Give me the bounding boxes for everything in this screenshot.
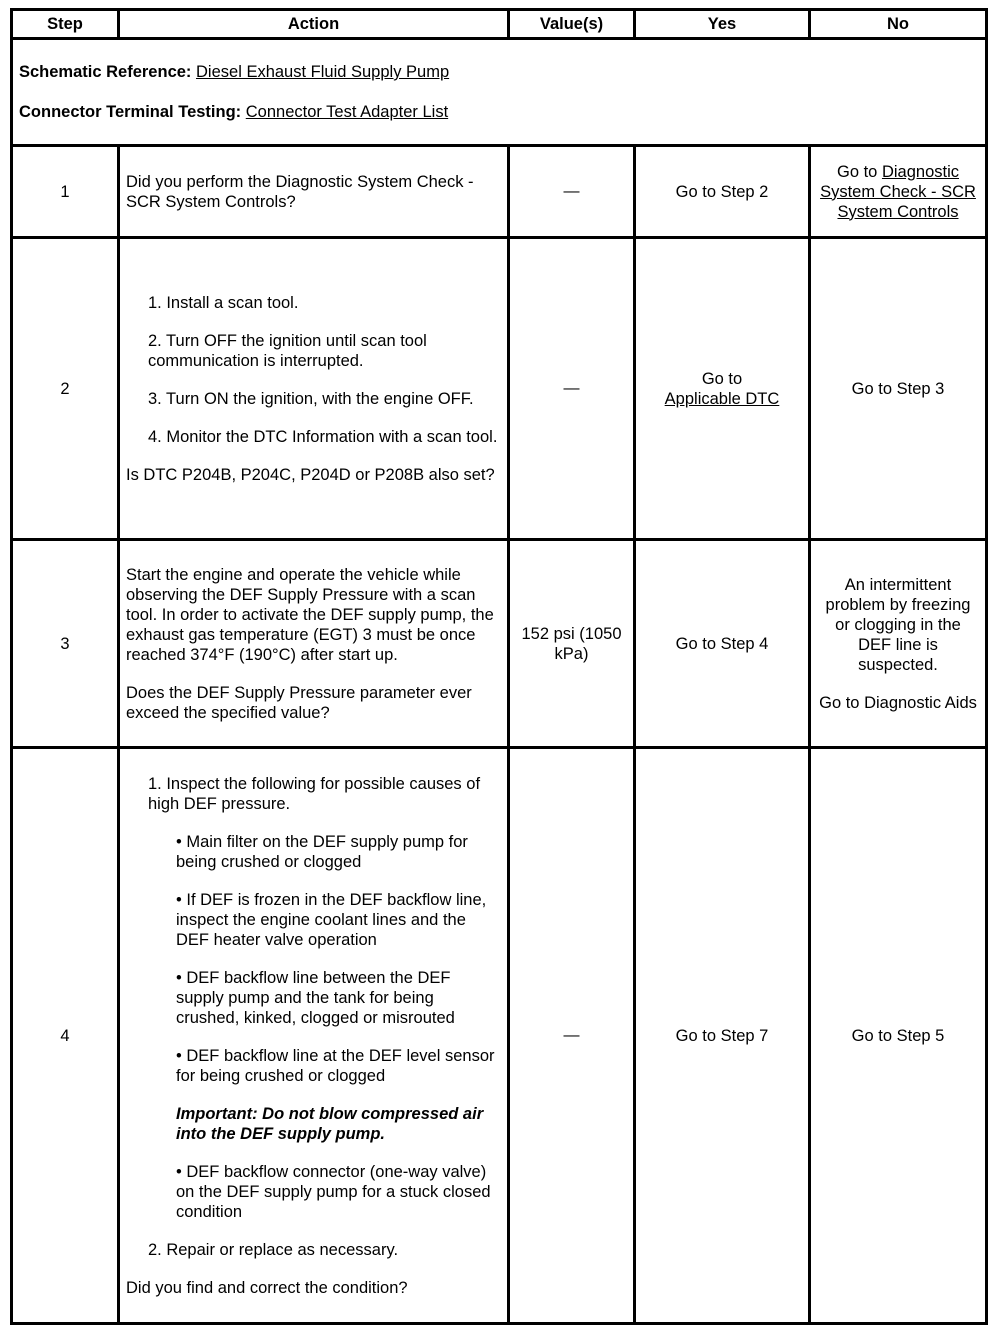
step-4-sub-5: • DEF backflow connector (one-way valve) on the DEF supply pump for a stuck closed condition [176,1162,491,1221]
connector-testing-reference [19,102,979,122]
step-3-value: 152 psi (1050 kPa) [509,540,635,748]
step-4-question: Did you find and correct the condition? [126,1278,408,1297]
reference-row [12,39,987,146]
step-number: 1 [12,146,119,238]
step-2-question: Is DTC P204B, P204C, P204D or P208B also set? [126,465,495,484]
step-1-yes: Go to Step 2 [635,146,810,238]
step-4-action [119,748,509,1324]
schematic-reference-link[interactable]: Diesel Exhaust Fluid Supply Pump [196,63,450,81]
header-action: Action [119,10,509,39]
table-row-step-4 [12,748,987,1324]
step-3-yes: Go to Step 4 [635,540,810,748]
step-4-item-1: 1. Inspect the following for possible causes of high DEF pressure. [148,774,481,813]
step-2-yes-prefix: Go to [701,369,743,388]
step-4-value: — [509,748,635,1324]
header-yes: Yes [635,10,810,39]
step-number: 3 [12,540,119,748]
step-4-important-note: Important: Do not blow compressed air into the DEF supply pump. [176,1104,484,1143]
header-row [12,10,987,39]
applicable-dtc-link[interactable]: Applicable DTC [664,389,780,408]
step-4-no: Go to Step 5 [810,748,987,1324]
table-row-step-2 [12,238,987,540]
step-1-no [810,146,987,238]
step-4-sub-4: • DEF backflow line at the DEF level sensor for being crushed or clogged [176,1046,495,1085]
step-4-sub-2: • If DEF is frozen in the DEF backflow line, inspect the engine coolant lines and the DEF heater valve operation [176,890,487,949]
step-3-no-text: An intermittent problem by freezing or clogging in the DEF line is suspected. [825,575,971,674]
diagnostic-system-check-link[interactable]: Diagnostic System Check - SCR System Controls [820,162,976,221]
header-no: No [810,10,987,39]
step-2-value: — [509,238,635,540]
schematic-reference-label: Schematic Reference: [19,63,192,81]
step-4-item-2: 2. Repair or replace as necessary. [148,1240,399,1259]
diagnostic-table [10,8,988,1325]
step-2-no: Go to Step 3 [810,238,987,540]
step-number: 4 [12,748,119,1324]
step-4-sub-1: • Main filter on the DEF supply pump for being crushed or clogged [176,832,468,871]
step-2-item-4: 4. Monitor the DTC Information with a scan tool. [148,427,498,446]
schematic-reference [19,62,979,82]
step-4-yes: Go to Step 7 [635,748,810,1324]
step-3-question: Does the DEF Supply Pressure parameter ever exceed the specified value? [126,683,472,722]
step-3-no [810,540,987,748]
reference-cell [12,39,987,146]
step-2-item-3: 3. Turn ON the ignition, with the engine OFF. [148,389,474,408]
connector-testing-label: Connector Terminal Testing: [19,103,242,121]
step-3-action [119,540,509,748]
step-1-value: — [509,146,635,238]
step-3-no-goto: Go to Diagnostic Aids [819,693,977,712]
connector-testing-link[interactable]: Connector Test Adapter List [245,103,449,121]
step-number: 2 [12,238,119,540]
step-1-no-prefix: Go to [837,162,878,181]
table-row-step-3 [12,540,987,748]
step-4-sub-3: • DEF backflow line between the DEF supply pump and the tank for being crushed, kinked, clogged or misrouted [176,968,455,1027]
step-2-item-2: 2. Turn OFF the ignition until scan tool communication is interrupted. [148,331,427,370]
header-values: Value(s) [509,10,635,39]
table-row-step-1 [12,146,987,238]
step-2-yes [635,238,810,540]
step-1-action: Did you perform the Diagnostic System Check - SCR System Controls? [119,146,509,238]
step-2-item-1: 1. Install a scan tool. [148,293,299,312]
header-step: Step [12,10,119,39]
step-2-action [119,238,509,540]
step-3-instruction: Start the engine and operate the vehicle while observing the DEF Supply Pressure with a scan tool. In order to activate the DEF supply pump, the exhaust gas temperature (EGT) 3 must be once reached 374°F (190°C) after start up. [126,565,494,664]
